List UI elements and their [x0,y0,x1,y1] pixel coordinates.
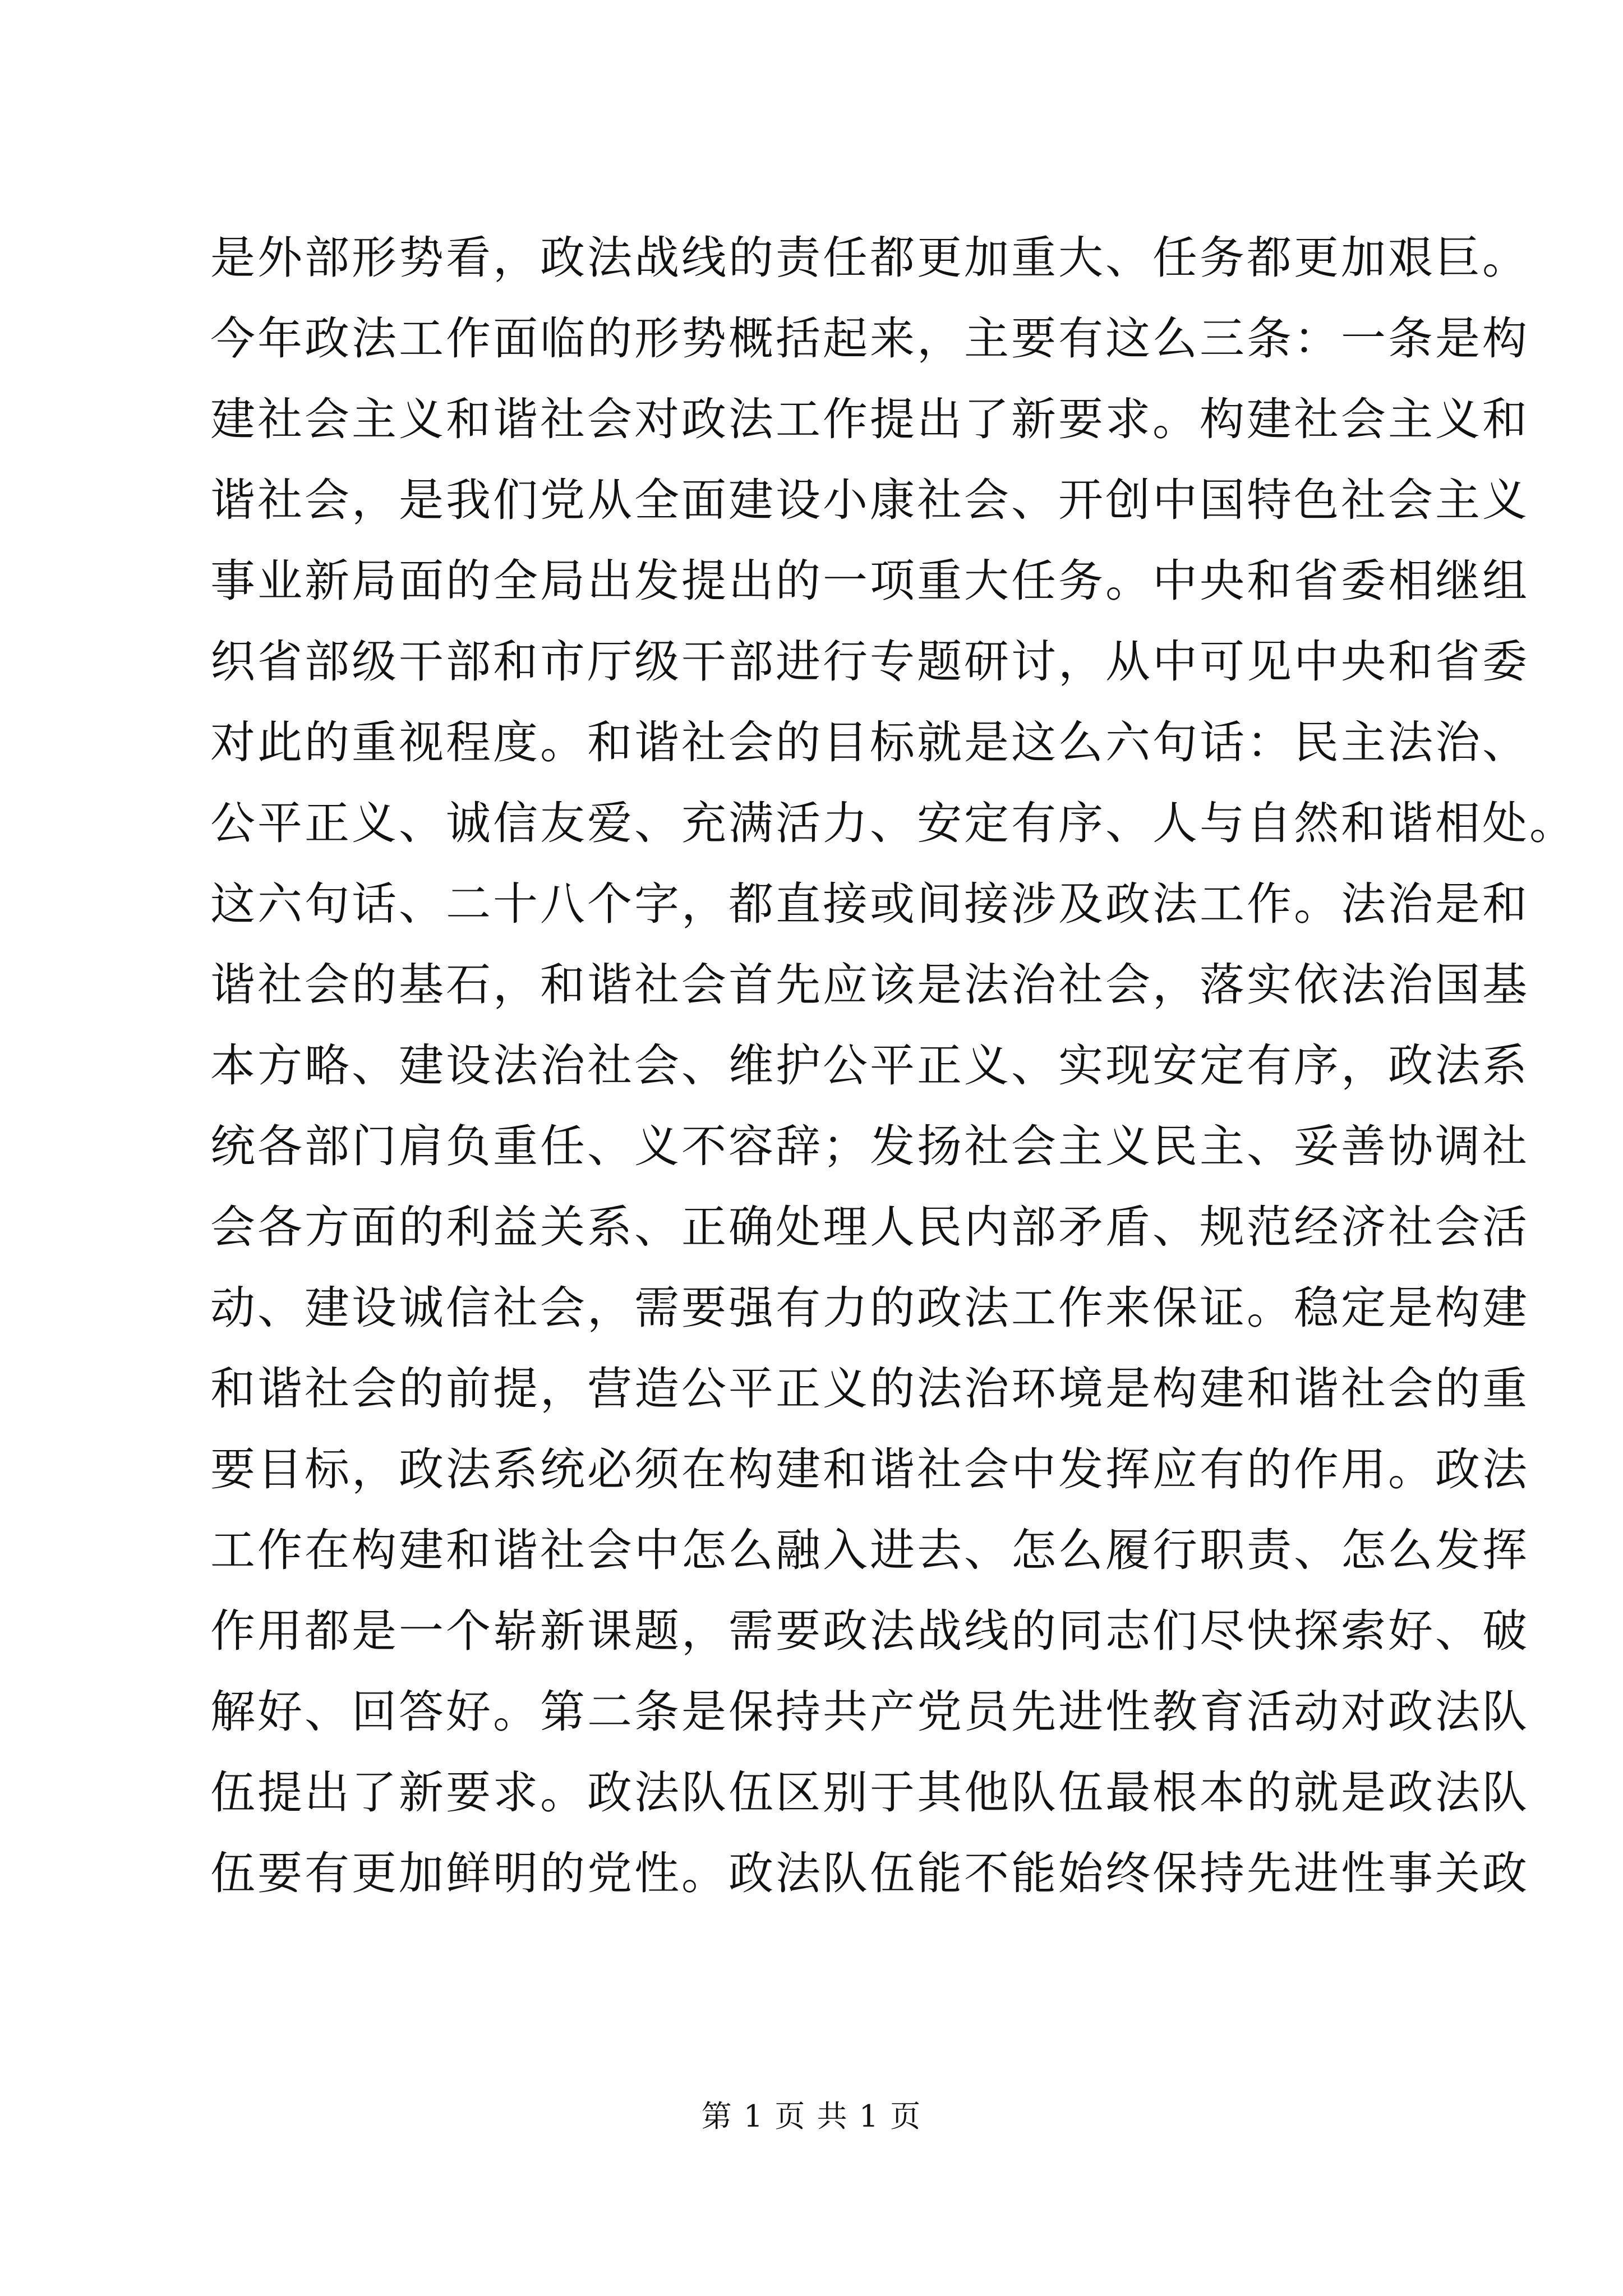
text-line: 要目标，政法系统必须在构建和谐社会中发挥应有的作用。政法 [210,1443,1529,1496]
text-line: 事业新局面的全局出发提出的一项重大任务。中央和省委相继组 [210,555,1529,607]
text-line: 作用都是一个崭新课题，需要政法战线的同志们尽快探索好、破 [210,1605,1529,1657]
text-line: 会各方面的利益关系、正确处理人民内部矛盾、规范经济社会活 [210,1201,1529,1253]
text-line: 伍要有更加鲜明的党性。政法队伍能不能始终保持先进性事关政 [210,1847,1529,1899]
text-line: 本方略、建设法治社会、维护公平正义、实现安定有序，政法系 [210,1039,1529,1092]
text-line: 今年政法工作面临的形势概括起来，主要有这么三条：一条是构 [210,312,1529,365]
text-line: 伍提出了新要求。政法队伍区别于其他队伍最根本的就是政法队 [210,1766,1529,1819]
text-line: 谐社会，是我们党从全面建设小康社会、开创中国特色社会主义 [210,474,1529,526]
text-line: 是外部形势看，政法战线的责任都更加重大、任务都更加艰巨。 [210,232,1529,284]
body-text [210,218,1576,1914]
text-line: 动、建设诚信社会，需要强有力的政法工作来保证。稳定是构建 [210,1282,1529,1334]
text-line: 和谐社会的前提，营造公平正义的法治环境是构建和谐社会的重 [210,1363,1529,1415]
text-line: 这六句话、二十八个字，都直接或间接涉及政法工作。法治是和 [210,878,1529,930]
text-line: 公平正义、诚信友爱、充满活力、安定有序、人与自然和谐相处。 [210,797,1576,849]
text-line: 谐社会的基石，和谐社会首先应该是法治社会，落实依法治国基 [210,959,1529,1011]
page-number: 第 1 页 共 1 页 [701,2099,922,2134]
text-line: 织省部级干部和市厅级干部进行专题研讨，从中可见中央和省委 [210,636,1529,688]
text-line: 建社会主义和谐社会对政法工作提出了新要求。构建社会主义和 [210,393,1529,445]
text-line: 对此的重视程度。和谐社会的目标就是这么六句话：民主法治、 [210,716,1529,769]
page-footer [0,2097,1623,2136]
text-line: 解好、回答好。第二条是保持共产党员先进性教育活动对政法队 [210,1686,1529,1738]
text-line: 统各部门肩负重任、义不容辞；发扬社会主义民主、妥善协调社 [210,1120,1529,1172]
text-line: 工作在构建和谐社会中怎么融入进去、怎么履行职责、怎么发挥 [210,1524,1529,1576]
